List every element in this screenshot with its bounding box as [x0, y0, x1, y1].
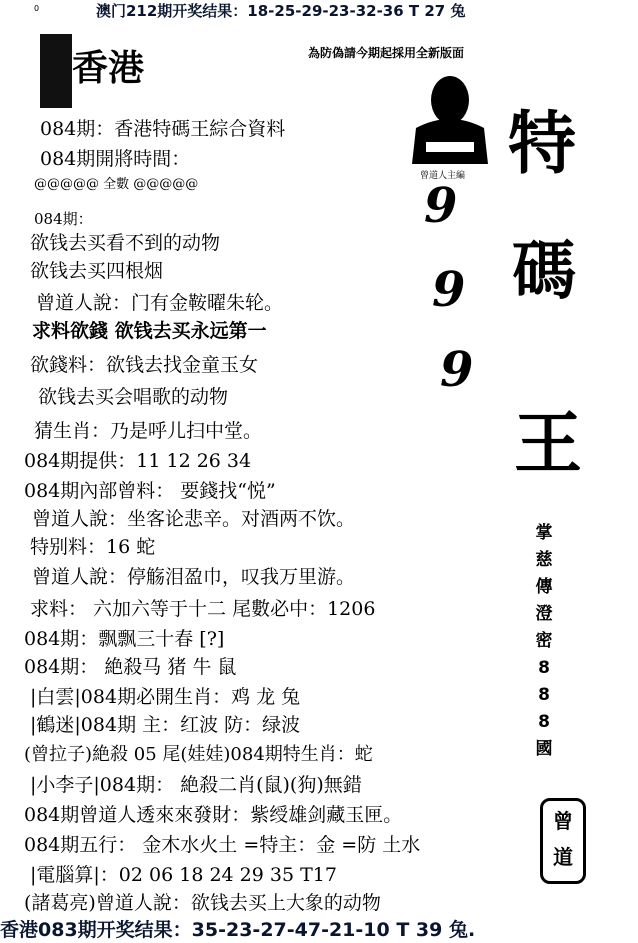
vnote-char: 8 — [538, 685, 550, 705]
corner-mark: 0 — [34, 4, 40, 13]
info-line: 欲钱去买会唱歌的动物 — [38, 386, 229, 408]
vnote-char: 慈 — [535, 550, 553, 570]
info-line: 084期五行： 金木水火土 =特主：金 =防 土水 — [24, 834, 421, 856]
seal-text: 曾道 — [553, 809, 573, 869]
info-line: 求料： 六加六等于十二 尾數必中：1206 — [30, 598, 376, 620]
info-line: 084期： 絶殺马 猪 牛 鼠 — [24, 656, 237, 678]
info-line: |白雲|084期必開生肖：鸡 龙 兔 — [30, 686, 301, 708]
info-line: 084期曾道人透來來發財：紫绶雄剑藏玉匣。 — [24, 804, 403, 826]
portrait-caption: 曾道人主編 — [420, 171, 466, 181]
info-line: 欲錢料：欲钱去找金童玉女 — [30, 354, 259, 376]
top-result: 澳门212期开奖结果：18-25-29-23-32-36 T 27 兔 — [96, 2, 466, 20]
vertical-note — [532, 520, 556, 763]
nine-3: 9 — [440, 342, 474, 398]
slogan: 為防偽請今期起採用全新版面 — [308, 46, 465, 60]
info-line: |小李子|084期： 絶殺二肖(鼠)(狗)無錯 — [30, 774, 362, 796]
logo-text: 香港 — [72, 47, 145, 89]
info-line: 特别料：16 蛇 — [30, 536, 156, 558]
info-line: 曾道人說：坐客论悲辛。对酒两不饮。 — [32, 508, 356, 530]
info-line: 084期內部曾料： 要錢找“悦” — [24, 480, 276, 502]
info-line: |電腦算|：02 06 18 24 29 35 T17 — [30, 864, 337, 886]
info-line: (諸葛亮)曾道人說：欲钱去买上大象的动物 — [24, 892, 381, 914]
title-char-2: 碼 — [512, 234, 576, 309]
info-line: 曾道人說：停觞泪盈巾，叹我万里游。 — [32, 566, 356, 588]
vnote-char: 8 — [538, 712, 550, 732]
portrait-icon — [412, 72, 488, 164]
info-line: 猜生肖：乃是呼儿扫中堂。 — [34, 420, 263, 442]
info-line: 084期開將時間： — [40, 148, 191, 170]
vnote-char: 澄 — [535, 604, 553, 624]
info-line: |鶴迷|084期 主：红波 防：绿波 — [30, 714, 301, 736]
info-line: (曾拉子)絶殺 05 尾(娃娃)084期特生肖：蛇 — [24, 744, 373, 765]
info-line: @@@@@ 全數 @@@@@ — [34, 177, 199, 192]
info-line: 求料欲錢 欲钱去买永远第一 — [32, 320, 267, 342]
info-line: 084期提供：11 12 26 34 — [24, 450, 252, 472]
info-line: 084期：香港特碼王綜合資料 — [40, 118, 286, 140]
info-line: 084期：飘飘三十春 [?] — [24, 628, 225, 650]
portrait-image — [412, 72, 488, 164]
nine-1: 9 — [424, 178, 458, 234]
logo-block — [40, 34, 72, 108]
vnote-char: 密 — [535, 631, 553, 651]
nine-2: 9 — [432, 262, 466, 318]
info-line: 曾道人說：门有金鞍曜朱轮。 — [36, 292, 284, 314]
info-line: 084期： — [34, 210, 93, 228]
title-char-3: 王 — [514, 404, 583, 484]
vnote-char: 傳 — [535, 577, 553, 597]
vnote-char: 掌 — [535, 523, 553, 543]
info-line: 欲钱去买四根烟 — [30, 260, 164, 282]
vnote-char: 8 — [538, 658, 550, 678]
info-line: 欲钱去买看不到的动物 — [30, 232, 221, 254]
title-char-1: 特 — [508, 104, 577, 184]
bottom-result: 香港083期开奖结果：35-23-27-47-21-10 T 39 兔. — [0, 919, 476, 941]
vnote-char: 國 — [535, 739, 553, 759]
seal-stamp — [540, 798, 586, 884]
